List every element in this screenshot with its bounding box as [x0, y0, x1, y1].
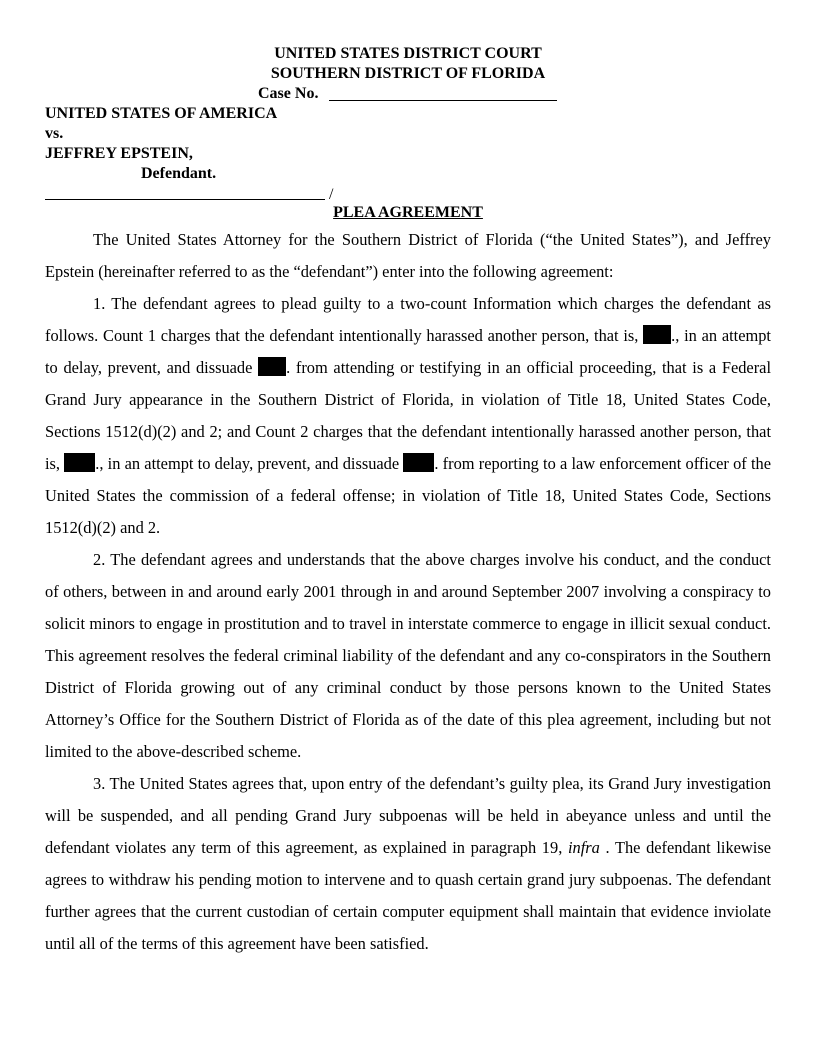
paragraph-1	[45, 288, 771, 544]
paragraph-1-text-d: ., in an attempt to delay, prevent, and dissuade	[95, 454, 404, 473]
caption-separator-slash: /	[329, 186, 334, 203]
versus-label: vs.	[45, 125, 64, 142]
caption-separator	[45, 184, 771, 204]
document-title: PLEA AGREEMENT	[333, 204, 483, 221]
intro-paragraph: The United States Attorney for the Southern District of Florida (“the United States”), and Jeffrey Epstein (hereinafter referred to as the “defendant”) enter into the following agreement:	[45, 230, 771, 281]
paragraph-1-text-a: 1. The defendant agrees to plead guilty to a two-count Information which charges the defendant as follows. Count 1 charges that the defendant intentionally harassed another person, that is,	[45, 294, 771, 345]
court-name-line2: SOUTHERN DISTRICT OF FLORIDA	[270, 65, 546, 82]
paragraph-3-citation-italic: infra	[567, 838, 600, 857]
paragraph-1-text-c: . from attending or testifying in an official proceeding, that is a Federal Grand Jury appearance in the Southern District of Florida, in violation of Title 18, United States Code, Sections 1512(d)(2) and 2; and Count 2 charges that the defendant intentionally harassed another person, that is,	[45, 358, 771, 473]
redaction-block	[64, 453, 95, 472]
paragraph-3-text-b: . The defendant likewise agrees to withdraw his pending motion to intervene and to quash certain grand jury subpoenas. The defendant further agrees that the current custodian of certain computer equipment shall maintain that evidence inviolate until all of the terms of this agreement have been satisfied.	[45, 838, 771, 953]
court-name-line1: UNITED STATES DISTRICT COURT	[274, 45, 542, 62]
redaction-block	[643, 325, 671, 344]
paragraph-1-text-b: ., in an attempt to delay, prevent, and dissuade	[45, 326, 771, 377]
case-number-line	[45, 84, 771, 104]
paragraph-3	[45, 768, 771, 960]
redaction-block	[258, 357, 286, 376]
paragraph-3-text-a: 3. The United States agrees that, upon entry of the defendant’s guilty plea, its Grand Jury investigation will be suspended, and all pending Grand Jury subpoenas will be held in abeyance unless and until the defendant violates any term of this agreement, as explained in paragraph 19,	[45, 774, 771, 857]
plea-agreement-page	[45, 44, 771, 960]
paragraph-1-text-e: . from reporting to a law enforcement officer of the United States the commission of a federal offense; in violation of Title 18, United States Code, Sections 1512(d)(2) and 2.	[45, 454, 771, 537]
plaintiff-name: UNITED STATES OF AMERICA	[45, 105, 278, 122]
redaction-block	[403, 453, 434, 472]
caption-separator-rule	[45, 199, 325, 200]
case-number-blank	[329, 100, 557, 101]
defendant-name: JEFFREY EPSTEIN,	[45, 145, 193, 162]
paragraph-2: 2. The defendant agrees and understands that the above charges involve his conduct, and the conduct of others, between in and around early 2001 through in and around September 2007 involving a conspiracy to solicit minors to engage in prostitution and to travel in interstate commerce to engage in illicit sexual conduct. This agreement resolves the federal criminal liability of the defendant and any co-conspirators in the Southern District of Florida growing out of any criminal conduct by those persons known to the United States Attorney’s Office for the Southern District of Florida as of the date of this plea agreement, including but not limited to the above-described scheme.	[45, 550, 771, 761]
case-number-label: Case No.	[258, 85, 319, 102]
defendant-role: Defendant.	[141, 165, 217, 182]
